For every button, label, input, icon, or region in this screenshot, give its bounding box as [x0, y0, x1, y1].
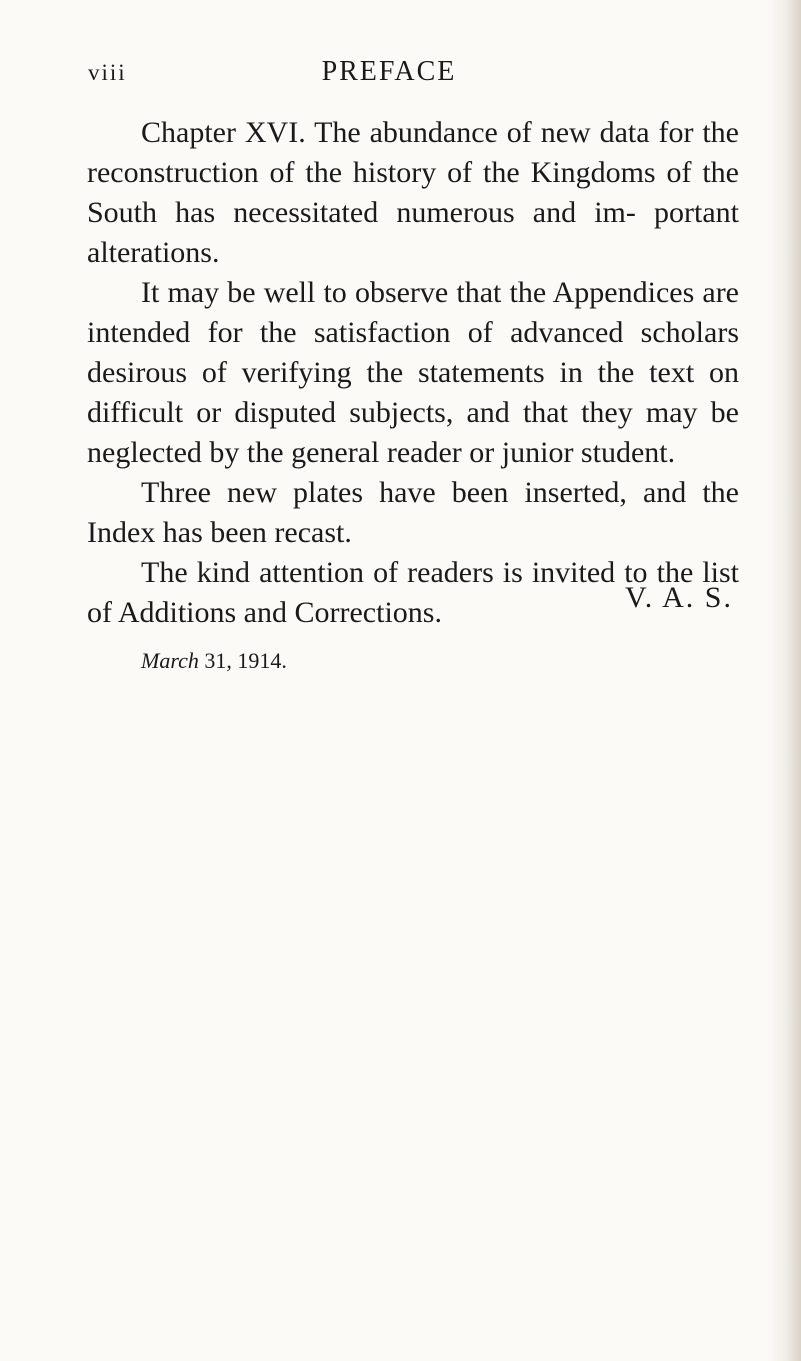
paragraph-corrections: The kind attention of readers is invited to the list of Additions and Corrections. [87, 556, 739, 629]
date-day-year: 31, 1914. [198, 648, 287, 673]
paragraph-chapter-xvi: Chapter XVI. The abundance of new data for the reconstruction of the history of the Kingdoms of the South has necessitated numerous and im- portant alterations. [87, 116, 739, 269]
running-head: PREFACE [321, 56, 457, 87]
preface-body [87, 113, 739, 633]
paragraph-appendices: It may be well to observe that the Appendices are intended for the satisfaction of advanced scholars desirous of verifying the statements in the text on difficult or disputed subjects, and that they may be neglected by the general reader or junior student. [87, 276, 739, 469]
preface-date [141, 648, 287, 674]
paragraph-plates-index: Three new plates have been inserted, and the Index has been recast. [87, 476, 739, 549]
author-signature: V. A. S. [625, 581, 733, 614]
date-month: March [141, 648, 199, 673]
page-header [88, 56, 690, 100]
page-edge-shadow [767, 0, 801, 1361]
page-number: viii [88, 60, 127, 85]
